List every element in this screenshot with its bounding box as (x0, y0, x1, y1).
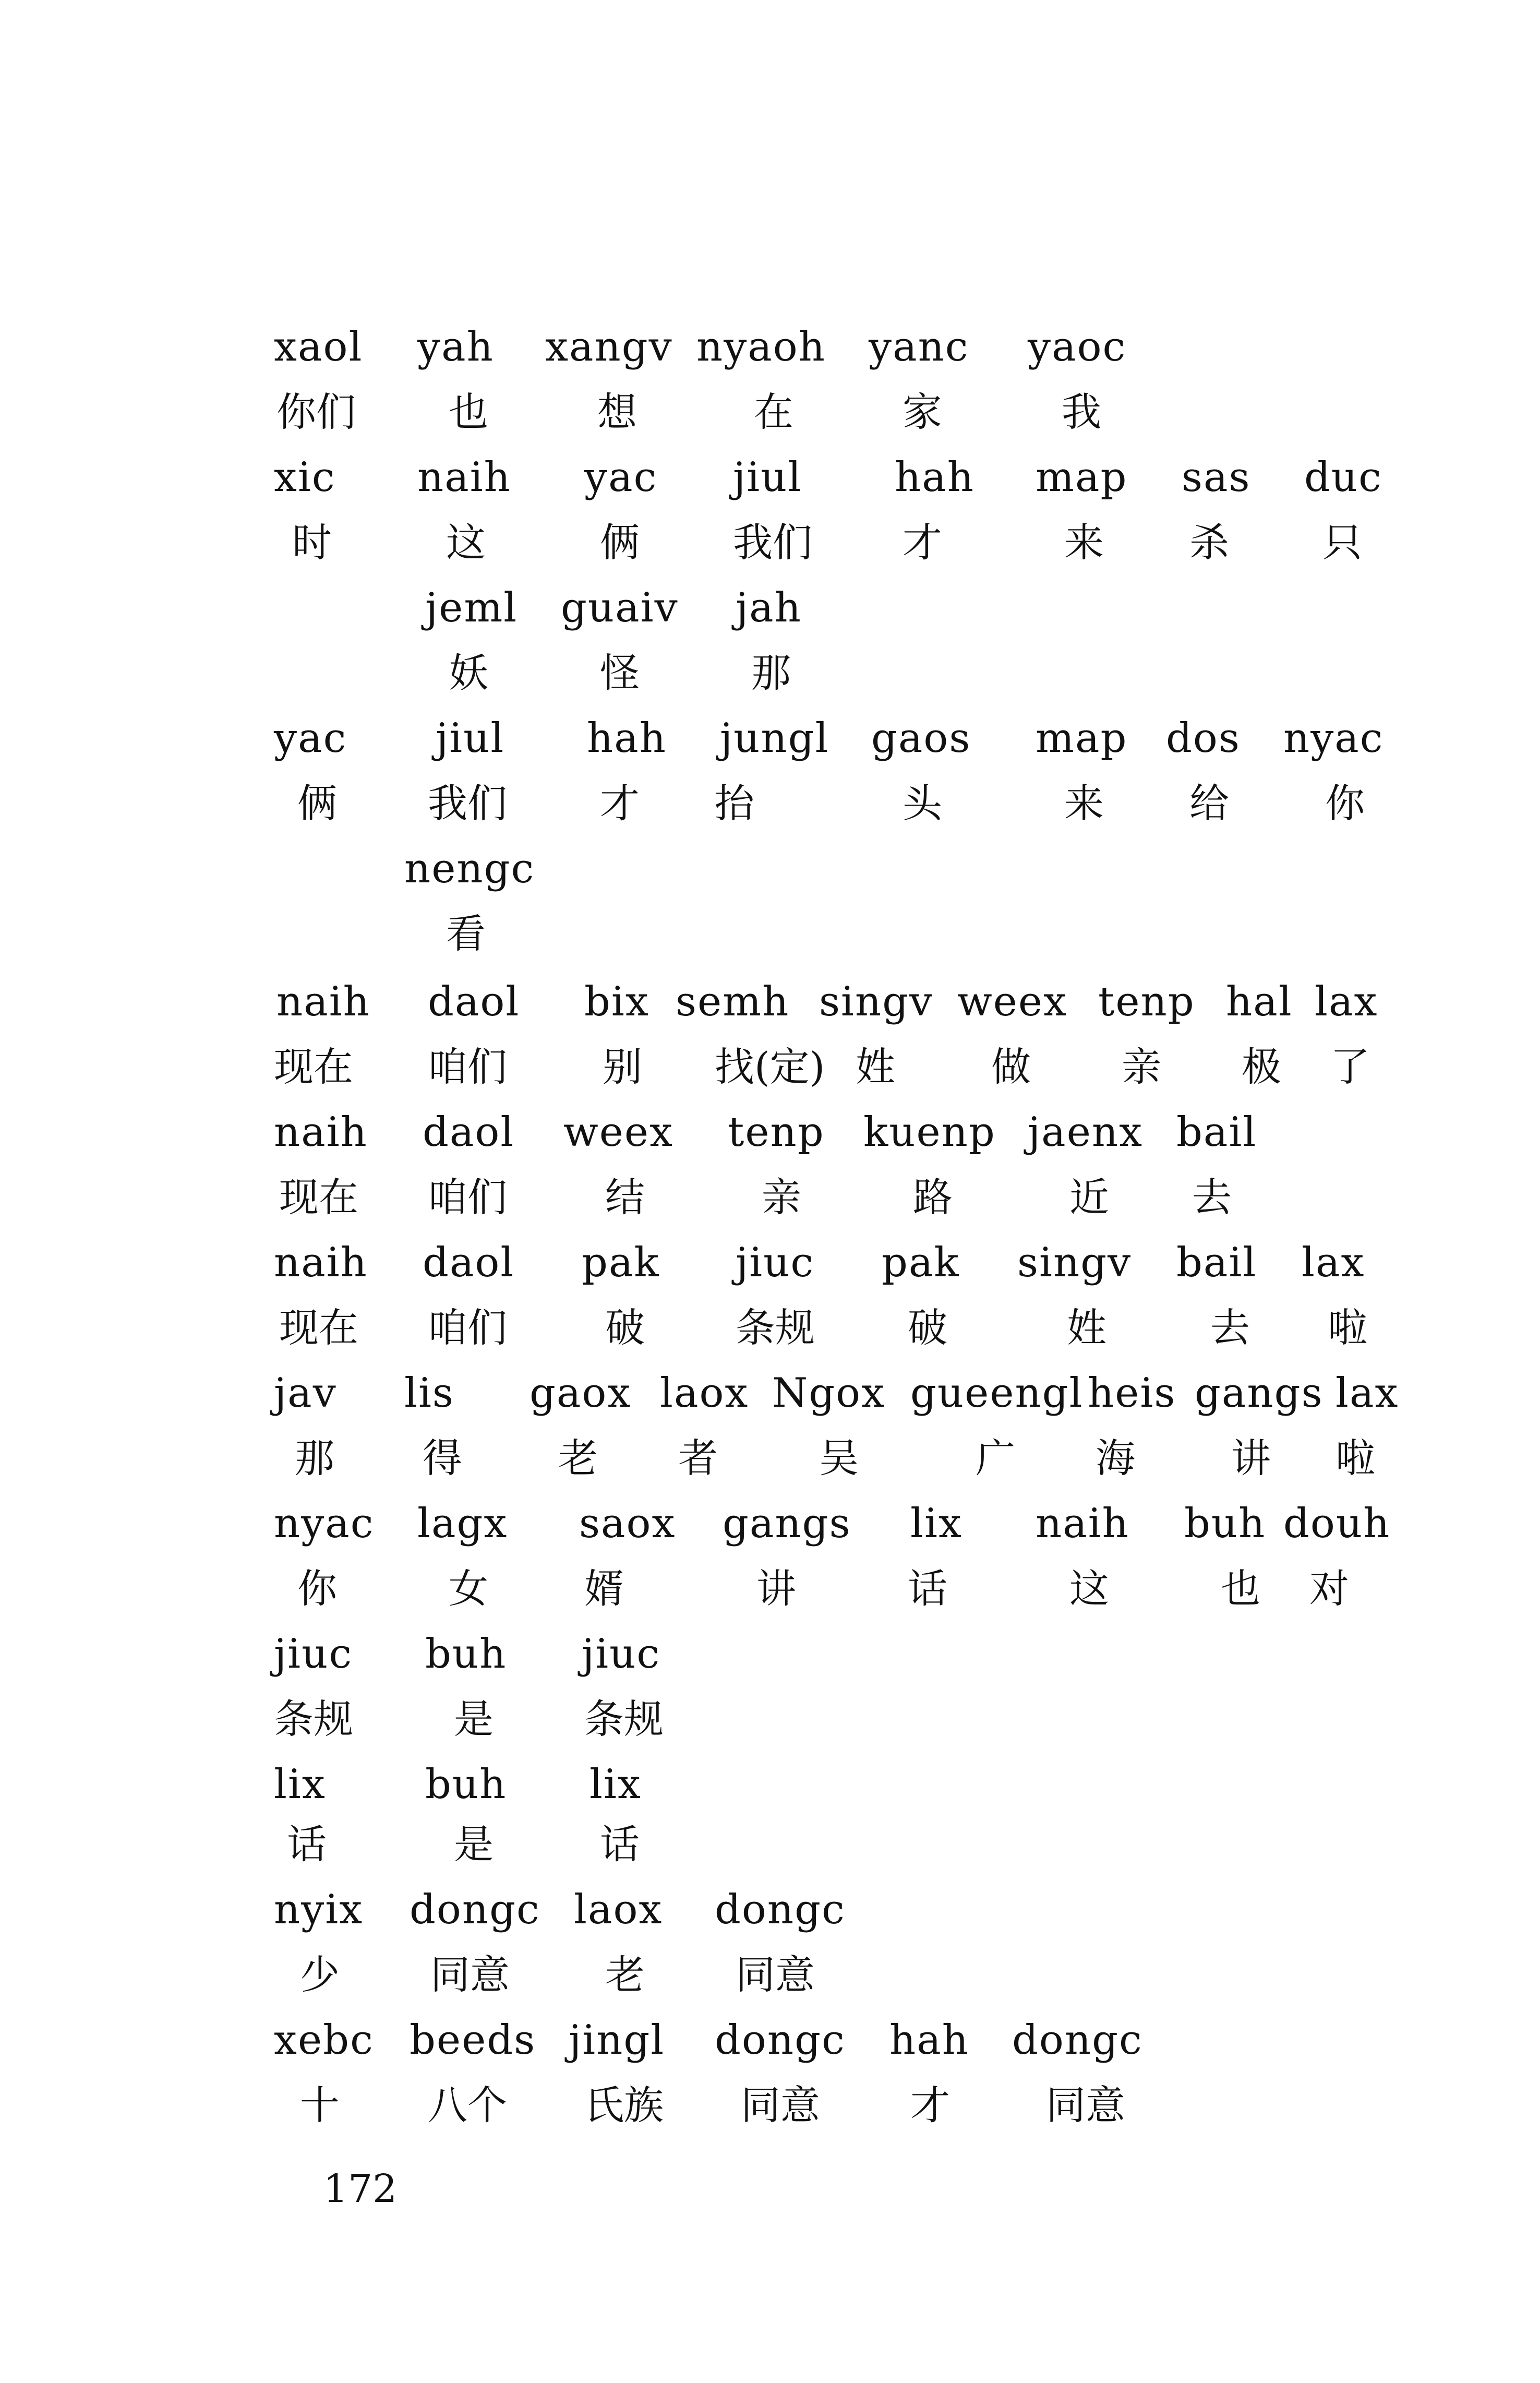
romanized-word: jiuc (736, 1239, 815, 1286)
romanized-line (0, 968, 1540, 1036)
romanized-word: singv (1017, 1239, 1132, 1286)
chinese-gloss-word: 时 (292, 519, 332, 566)
chinese-gloss-word: 家 (903, 389, 942, 435)
romanized-word: pak (582, 1239, 660, 1286)
romanized-word: nengc (404, 845, 535, 892)
romanized-word: bail (1176, 1239, 1257, 1286)
romanized-word: lix (910, 1500, 962, 1547)
chinese-gloss-word: 我 (1062, 389, 1101, 435)
chinese-gloss-word: 这 (446, 519, 486, 566)
chinese-gloss-word: 亲 (1122, 1044, 1161, 1090)
romanized-line (0, 1876, 1540, 1944)
chinese-gloss-word: 杀 (1189, 519, 1229, 566)
chinese-gloss-word: 那 (295, 1435, 334, 1481)
chinese-gloss-word: 少 (300, 1951, 340, 1998)
romanized-word: douh (1283, 1500, 1391, 1547)
chinese-gloss-word: 者 (678, 1435, 718, 1481)
chinese-gloss-word: 同意 (736, 1951, 815, 1998)
chinese-gloss-word: 得 (423, 1435, 462, 1481)
chinese-gloss-word: 找(定) (715, 1044, 825, 1090)
romanized-line (0, 1490, 1540, 1558)
chinese-gloss-word: 才 (600, 780, 640, 827)
romanized-word: buh (425, 1761, 507, 1808)
romanized-word: dos (1166, 715, 1241, 762)
chinese-gloss-word: 破 (908, 1304, 947, 1351)
romanized-word: lagx (417, 1500, 508, 1547)
chinese-gloss-word: 俩 (600, 519, 640, 566)
romanized-word: xangv (545, 324, 673, 370)
chinese-gloss-word: 话 (287, 1821, 327, 1867)
chinese-gloss-word: 想 (597, 389, 637, 435)
chinese-gloss-line (0, 1294, 1540, 1362)
romanized-word: jaenx (1028, 1109, 1144, 1156)
chinese-gloss-word: 条规 (274, 1696, 353, 1742)
chinese-gloss-word: 抬 (715, 780, 754, 827)
chinese-gloss-word: 亲 (762, 1174, 801, 1220)
chinese-gloss-word: 怪 (600, 650, 640, 696)
chinese-gloss-line (0, 900, 1540, 968)
chinese-gloss-word: 条规 (584, 1696, 664, 1742)
romanized-word: weex (563, 1109, 674, 1156)
romanized-word: lax (1302, 1239, 1365, 1286)
romanized-word: lax (1336, 1370, 1399, 1417)
romanized-word: hah (587, 715, 667, 762)
romanized-word: nyaoh (696, 324, 826, 370)
romanized-line (0, 313, 1540, 381)
chinese-gloss-word: 去 (1192, 1174, 1232, 1220)
page-number: 172 (323, 2166, 398, 2211)
romanized-word: yac (274, 715, 347, 762)
chinese-gloss-word: 别 (603, 1044, 642, 1090)
chinese-gloss-word: 也 (449, 389, 488, 435)
chinese-gloss-word: 妖 (449, 650, 488, 696)
romanized-word: bix (584, 978, 649, 1025)
romanized-line (0, 1098, 1540, 1166)
romanized-word: dongc (715, 2017, 846, 2064)
chinese-gloss-line (0, 1164, 1540, 1231)
chinese-gloss-word: 这 (1069, 1565, 1109, 1612)
chinese-gloss-word: 讲 (1231, 1435, 1271, 1481)
romanized-word: naih (417, 454, 511, 501)
romanized-word: hah (895, 454, 974, 501)
romanized-word: beeds (410, 2017, 536, 2064)
chinese-gloss-word: 看 (446, 911, 486, 957)
chinese-gloss-line (0, 378, 1540, 446)
romanized-word: gaox (530, 1370, 632, 1417)
chinese-gloss-line (0, 2071, 1540, 2139)
romanized-word: nyix (274, 1886, 364, 1933)
romanized-line (0, 1229, 1540, 1297)
chinese-gloss-word: 老 (558, 1435, 598, 1481)
chinese-gloss-line (0, 1424, 1540, 1492)
romanized-word: jungl (720, 715, 829, 762)
chinese-gloss-line (0, 1811, 1540, 1878)
chinese-gloss-line (0, 1555, 1540, 1623)
romanized-word: nyac (1283, 715, 1384, 762)
romanized-word: jiul (733, 454, 802, 501)
chinese-gloss-word: 话 (908, 1565, 947, 1612)
romanized-word: jiul (436, 715, 505, 762)
romanized-word: yah (417, 324, 494, 370)
chinese-gloss-word: 路 (913, 1174, 953, 1220)
chinese-gloss-word: 啦 (1328, 1304, 1367, 1351)
chinese-gloss-word: 你 (1325, 780, 1365, 827)
chinese-gloss-word: 咱们 (428, 1044, 507, 1090)
chinese-gloss-word: 现在 (279, 1304, 358, 1351)
romanized-word: weex (957, 978, 1068, 1025)
romanized-line (0, 1359, 1540, 1427)
romanized-word: daol (428, 978, 520, 1025)
romanized-word: hah (889, 2017, 969, 2064)
chinese-gloss-word: 讲 (756, 1565, 796, 1612)
romanized-word: kuenp (863, 1109, 996, 1156)
romanized-word: naih (274, 1239, 368, 1286)
chinese-gloss-word: 八个 (428, 2082, 507, 2128)
chinese-gloss-word: 只 (1322, 519, 1362, 566)
romanized-word: jingl (569, 2017, 665, 2064)
chinese-gloss-word: 才 (903, 519, 942, 566)
chinese-gloss-word: 婿 (584, 1565, 624, 1612)
romanized-word: tenp (1098, 978, 1195, 1025)
romanized-word: dongc (1012, 2017, 1143, 2064)
chinese-gloss-word: 同意 (1046, 2082, 1125, 2128)
romanized-word: bail (1176, 1109, 1257, 1156)
romanized-word: dongc (715, 1886, 846, 1933)
chinese-gloss-word: 俩 (297, 780, 337, 827)
romanized-word: naih (1036, 1500, 1129, 1547)
romanized-word: singv (819, 978, 934, 1025)
romanized-word: gangs (1195, 1370, 1324, 1417)
chinese-gloss-word: 来 (1064, 519, 1104, 566)
chinese-gloss-word: 啦 (1336, 1435, 1375, 1481)
chinese-gloss-word: 海 (1096, 1435, 1135, 1481)
romanized-line (0, 574, 1540, 642)
romanized-word: jiuc (274, 1631, 353, 1678)
chinese-gloss-line (0, 639, 1540, 707)
chinese-gloss-word: 咱们 (428, 1304, 507, 1351)
romanized-word: heis (1088, 1370, 1176, 1417)
chinese-gloss-word: 十 (300, 2082, 340, 2128)
chinese-gloss-word: 了 (1330, 1044, 1370, 1090)
romanized-word: tenp (728, 1109, 825, 1156)
romanized-word: lix (589, 1761, 642, 1808)
romanized-word: xebc (274, 2017, 374, 2064)
chinese-gloss-word: 现在 (274, 1044, 353, 1090)
romanized-word: pak (882, 1239, 960, 1286)
chinese-gloss-word: 我们 (428, 780, 507, 827)
romanized-word: jeml (425, 584, 518, 631)
chinese-gloss-word: 老 (605, 1951, 645, 1998)
romanized-word: map (1036, 715, 1128, 762)
chinese-gloss-line (0, 1941, 1540, 2009)
chinese-gloss-line (0, 1685, 1540, 1753)
romanized-word: duc (1304, 454, 1382, 501)
romanized-word: lix (274, 1761, 326, 1808)
romanized-word: gangs (723, 1500, 851, 1547)
chinese-gloss-word: 姓 (1067, 1304, 1106, 1351)
romanized-word: daol (423, 1109, 515, 1156)
chinese-gloss-word: 同意 (430, 1951, 510, 1998)
romanized-word: buh (1184, 1500, 1266, 1547)
romanized-word: buh (425, 1631, 507, 1678)
chinese-gloss-word: 广 (976, 1435, 1015, 1481)
romanized-word: guaiv (561, 584, 679, 631)
romanized-line (0, 835, 1540, 903)
chinese-gloss-word: 才 (910, 2082, 950, 2128)
chinese-gloss-word: 极 (1242, 1044, 1281, 1090)
romanized-word: dongc (410, 1886, 540, 1933)
chinese-gloss-word: 那 (751, 650, 791, 696)
chinese-gloss-word: 咱们 (428, 1174, 507, 1220)
chinese-gloss-word: 去 (1210, 1304, 1250, 1351)
chinese-gloss-word: 结 (605, 1174, 645, 1220)
romanized-word: jav (274, 1370, 337, 1417)
chinese-gloss-word: 你们 (276, 389, 356, 435)
romanized-word: lax (1315, 978, 1378, 1025)
romanized-word: naih (276, 978, 370, 1025)
chinese-gloss-word: 来 (1064, 780, 1104, 827)
romanized-word: hal (1226, 978, 1293, 1025)
chinese-gloss-word: 头 (903, 780, 942, 827)
romanized-word: map (1036, 454, 1128, 501)
romanized-word: laox (574, 1886, 663, 1933)
romanized-line (0, 1620, 1540, 1688)
chinese-gloss-word: 条规 (736, 1304, 815, 1351)
chinese-gloss-word: 你 (297, 1565, 337, 1612)
romanized-line (0, 1751, 1540, 1818)
romanized-word: daol (423, 1239, 515, 1286)
chinese-gloss-line (0, 1033, 1540, 1101)
romanized-word: saox (579, 1500, 676, 1547)
romanized-word: naih (274, 1109, 368, 1156)
chinese-gloss-word: 是 (454, 1696, 494, 1742)
chinese-gloss-line (0, 509, 1540, 577)
chinese-gloss-word: 也 (1221, 1565, 1260, 1612)
chinese-gloss-word: 对 (1309, 1565, 1349, 1612)
chinese-gloss-word: 在 (754, 389, 793, 435)
romanized-word: yac (584, 454, 658, 501)
chinese-gloss-word: 近 (1069, 1174, 1109, 1220)
chinese-gloss-word: 氏族 (584, 2082, 664, 2128)
romanized-word: jah (736, 584, 802, 631)
romanized-word: jiuc (582, 1631, 661, 1678)
romanized-word: xaol (274, 324, 363, 370)
chinese-gloss-word: 女 (449, 1565, 488, 1612)
romanized-word: gueengl (910, 1370, 1084, 1417)
romanized-word: nyac (274, 1500, 375, 1547)
romanized-word: yanc (869, 324, 969, 370)
romanized-word: sas (1182, 454, 1251, 501)
romanized-word: xic (274, 454, 336, 501)
romanized-word: lis (404, 1370, 454, 1417)
chinese-gloss-word: 我们 (733, 519, 812, 566)
chinese-gloss-line (0, 770, 1540, 837)
romanized-line (0, 444, 1540, 511)
romanized-line (0, 2006, 1540, 2074)
chinese-gloss-word: 现在 (279, 1174, 358, 1220)
chinese-gloss-word: 给 (1189, 780, 1229, 827)
chinese-gloss-word: 话 (600, 1821, 640, 1867)
romanized-word: gaos (871, 715, 971, 762)
romanized-word: laox (660, 1370, 749, 1417)
chinese-gloss-word: 破 (605, 1304, 645, 1351)
romanized-word: semh (676, 978, 790, 1025)
romanized-line (0, 704, 1540, 772)
chinese-gloss-word: 是 (454, 1821, 494, 1867)
chinese-gloss-word: 姓 (856, 1044, 895, 1090)
chinese-gloss-word: 吴 (819, 1435, 859, 1481)
chinese-gloss-word: 同意 (741, 2082, 820, 2128)
chinese-gloss-word: 做 (991, 1044, 1031, 1090)
romanized-word: Ngox (772, 1370, 886, 1417)
romanized-word: yaoc (1028, 324, 1127, 370)
